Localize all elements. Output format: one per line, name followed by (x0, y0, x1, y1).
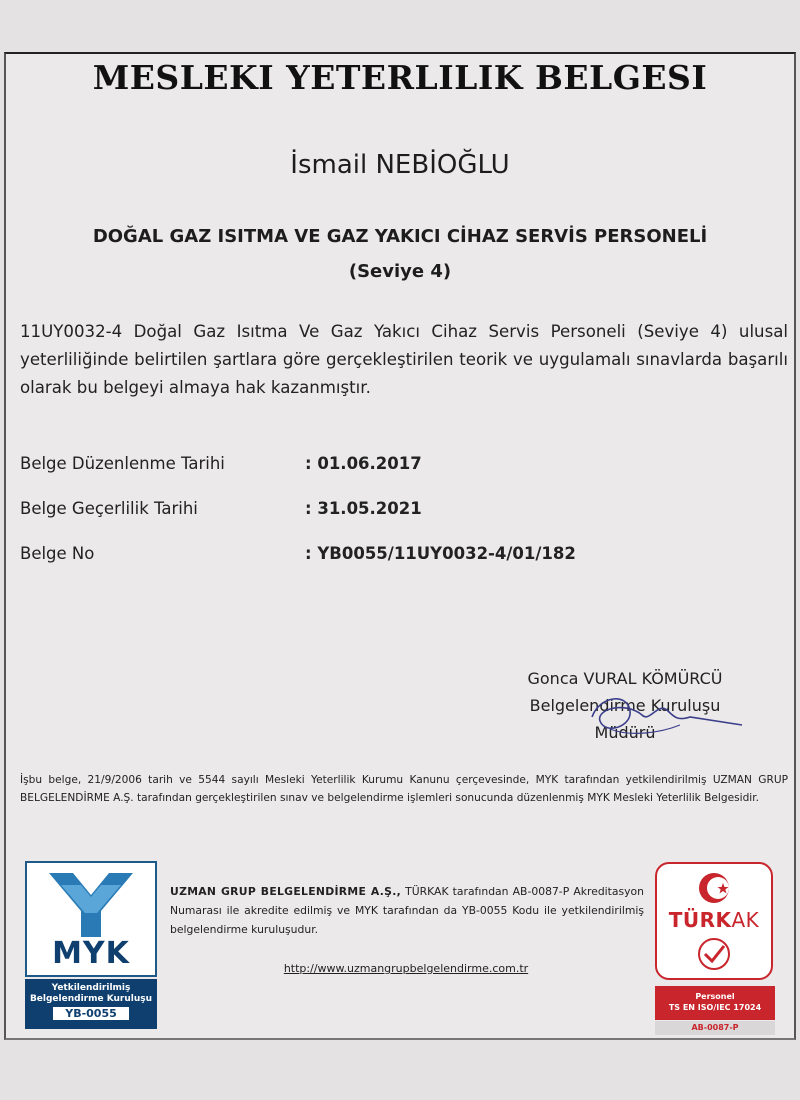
myk-code: YB-0055 (53, 1007, 129, 1020)
legal-note: İşbu belge, 21/9/2006 tarih ve 5544 sayılı Mesleki Yeterlilik Kurumu Kanunu çerçevesinde, MYK tarafından yetkilendirilmiş UZMAN GRUP BELGELENDİRME A.Ş. tarafından gerçekleştirilen sınav ve belgelendirme işlemleri sonucunda düzenlenmiş MYK Mesleki Yeterlilik Belgesidir. (20, 774, 788, 804)
turkak-logo (655, 862, 775, 1035)
turkak-logo-name (657, 908, 771, 932)
detail-label: Belge Geçerlilik Tarihi (20, 499, 198, 518)
handwritten-signature-icon (570, 687, 750, 747)
turkak-band-line1: Personel (695, 992, 735, 1001)
signatory-organization: Belgelendirme Kuruluşu (529, 696, 721, 715)
detail-value: : 01.06.2017 (305, 454, 422, 473)
detail-label: Belge Düzenlenme Tarihi (20, 454, 225, 473)
turkak-logo-icon (657, 868, 771, 912)
turkak-name-part2: AK (731, 908, 760, 932)
certificate-statement: 11UY0032-4 Doğal Gaz Isıtma Ve Gaz Yakıcı Cihaz Servis Personeli (Seviye 4) ulusal yeterliliğinde belirtilen şartlara göre gerçekleştirilen teorik ve uygulamalı sınavlarda başarılı olarak bu belgeyi almaya hak kazanmıştır. (20, 322, 788, 397)
myk-logo-text: MYK (52, 936, 130, 971)
myk-band-line2: Belgelendirme Kuruluşu (29, 994, 153, 1004)
holder-name: İsmail NEBİOĞLU (290, 150, 510, 180)
turkak-name-part1: TÜRK (668, 908, 732, 932)
detail-value: : 31.05.2021 (305, 499, 422, 518)
myk-logo-icon (27, 867, 155, 943)
detail-label: Belge No (20, 544, 95, 563)
myk-logo (25, 861, 157, 1029)
accreditation-company: UZMAN GRUP BELGELENDİRME A.Ş., (170, 885, 402, 898)
detail-value: : YB0055/11UY0032-4/01/182 (305, 544, 576, 563)
website-link[interactable]: http://www.uzmangrupbelgelendirme.com.tr (283, 962, 529, 975)
checkmark-icon (657, 936, 771, 976)
myk-logo-band (25, 979, 157, 1029)
signatory-name: Gonca VURAL KÖMÜRCÜ (527, 669, 723, 688)
turkak-logo-box (655, 862, 773, 980)
turkak-band-line2: TS EN ISO/IEC 17024 (668, 1003, 762, 1012)
myk-band-line1: Yetkilendirilmiş (51, 983, 131, 993)
accreditation-text (170, 882, 644, 939)
certificate-title: MESLEKI YETERLILIK BELGESI (92, 58, 708, 97)
myk-logo-box (25, 861, 157, 977)
qualification-name: DOĞAL GAZ ISITMA VE GAZ YAKICI CİHAZ SERVİS PERSONELİ (92, 226, 708, 247)
signature-block (500, 665, 750, 746)
signatory-role: Müdürü (594, 723, 656, 742)
turkak-logo-band (655, 986, 775, 1020)
accreditation-body: TÜRKAK tarafından AB-0087-P Akreditasyon Numarası ile akredite edilmiş ve MYK tarafından da YB-0055 Kodu ile yetkilendirilmiş belgelendirme kuruluşudur. (170, 885, 644, 936)
turkak-code: AB-0087-P (655, 1021, 775, 1035)
qualification-level: (Seviye 4) (348, 261, 452, 282)
